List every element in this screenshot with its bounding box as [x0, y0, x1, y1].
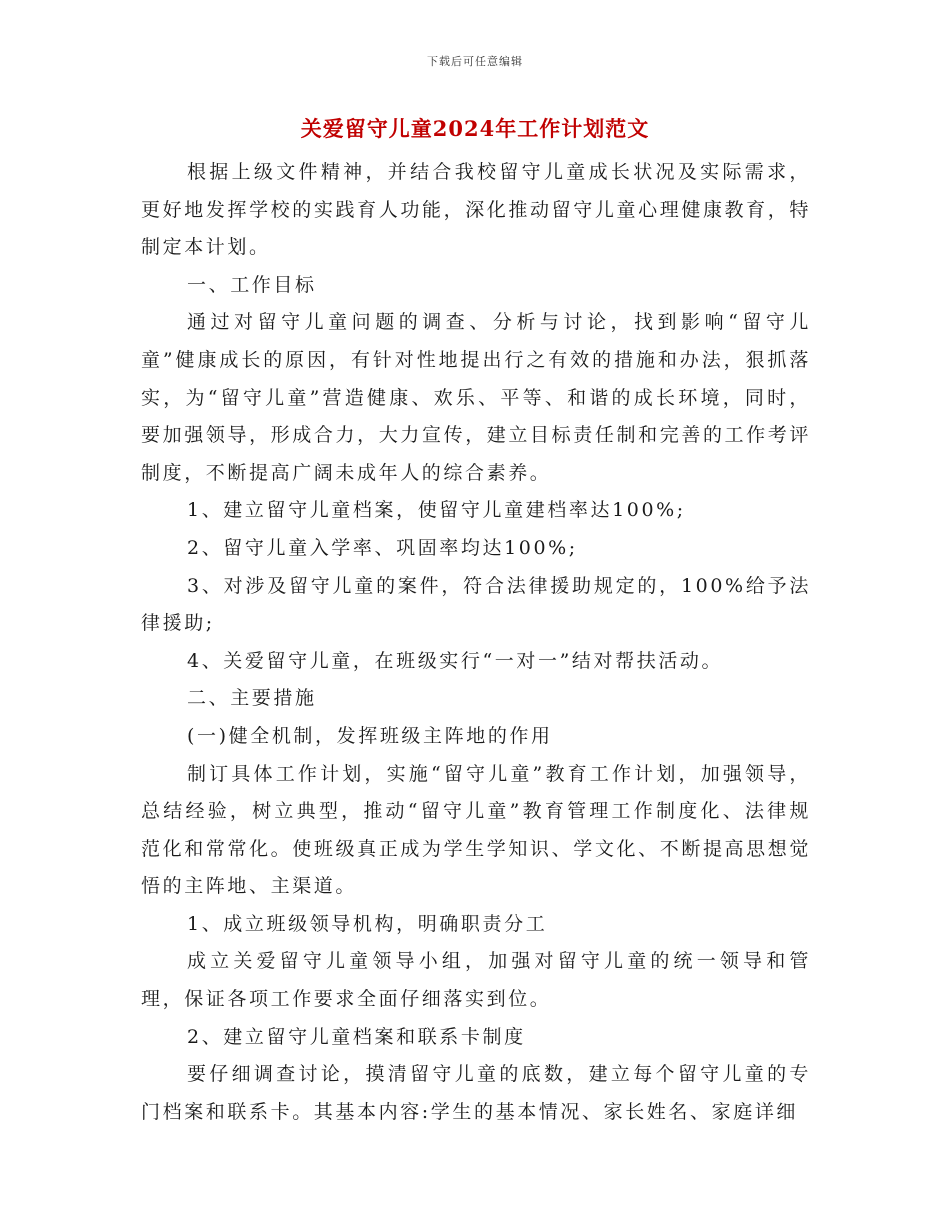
document-title: 关爱留守儿童2024年工作计划范文 [300, 116, 650, 141]
paragraph-leadership: 成立关爱留守儿童领导小组，加强对留守儿童的统一领导和管理，保证各项工作要求全面仔细落实到位。 [141, 950, 811, 1011]
header-note: 下载后可任意编辑 [427, 55, 523, 68]
paragraph-mechanism: 制订具体工作计划，实施“留守儿童”教育工作计划，加强领导，总结经验，树立典型，推动“留守儿童”教育管理工作制度化、法律规范化和常常化。使班级真正成为学生学知识、学文化、不断提高思想觉悟的主阵地、主渠道。 [141, 762, 811, 898]
paragraph-goals: 通过对留守儿童问题的调查、分析与讨论，找到影响“留守儿童”健康成长的原因，有针对性地提出行之有效的措施和办法，狠抓落实，为“留守儿童”营造健康、欢乐、平等、和谐的成长环境，同时，要加强领导，形成合力，大力宣传，建立目标责任制和完善的工作考评制度，不断提高广阔未成年人的综合素养。 [141, 311, 811, 484]
goal-item-1: 1、建立留守儿童档案，使留守儿童建档率达100%; [187, 499, 686, 522]
heading-main-measures: 二、主要措施 [187, 687, 317, 710]
measure-item-1: 1、成立班级领导机构，明确职责分工 [187, 912, 548, 935]
goal-item-3: 3、对涉及留守儿童的案件，符合法律援助规定的，100%给予法律援助; [141, 574, 811, 635]
measure-item-2: 2、建立留守儿童档案和联系卡制度 [187, 1025, 526, 1048]
paragraph-archives: 要仔细调查讨论，摸清留守儿童的底数，建立每个留守儿童的专门档案和联系卡。其基本内容:学生的基本情况、家长姓名、家庭详细 [141, 1063, 811, 1123]
goal-item-2: 2、留守儿童入学率、巩固率均达100%; [187, 536, 578, 559]
goal-item-4: 4、关爱留守儿童，在班级实行“一对一”结对帮扶活动。 [187, 649, 724, 672]
document-body [141, 154, 811, 1131]
subheading-mechanism: (一)健全机制，发挥班级主阵地的作用 [187, 724, 553, 747]
heading-work-goals: 一、工作目标 [187, 273, 317, 296]
paragraph-intro: 根据上级文件精神，并结合我校留守儿童成长状况及实际需求，更好地发挥学校的实践育人功能，深化推动留守儿童心理健康教育，特制定本计划。 [141, 161, 811, 259]
